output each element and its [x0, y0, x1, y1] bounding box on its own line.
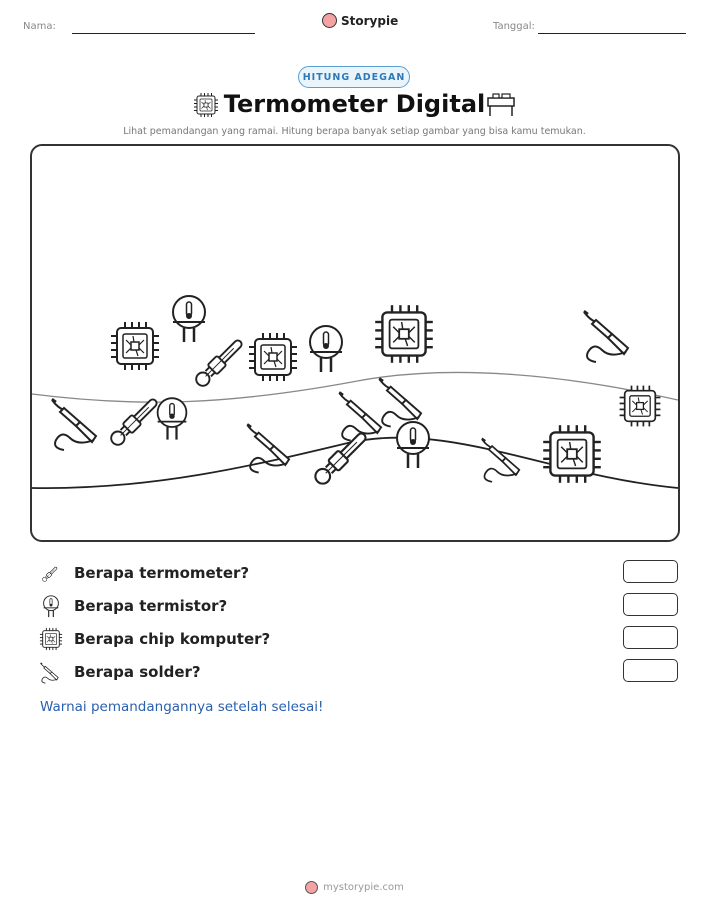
thermistor-icon: [158, 398, 187, 439]
page-title-wrap: [0, 90, 709, 118]
thermistor-icon: [173, 296, 205, 342]
thermometer-icon: [193, 337, 245, 389]
answer-box-solder[interactable]: [623, 659, 678, 682]
thermometer-icon: [312, 429, 369, 486]
soldering-iron-icon: [584, 311, 628, 362]
question-text: Berapa termistor?: [74, 597, 228, 615]
question-text: Berapa chip komputer?: [74, 630, 271, 648]
chip-icon: [192, 92, 220, 118]
site-url[interactable]: mystorypie.com: [323, 882, 404, 893]
page-title: Termometer Digital: [223, 90, 486, 118]
workbench-icon: [486, 92, 516, 118]
question-row-solder: [38, 660, 678, 684]
counting-scene[interactable]: [30, 144, 680, 542]
question-text: Berapa solder?: [74, 663, 201, 681]
brand-logo: [322, 13, 398, 28]
question-text: Berapa termometer?: [74, 564, 250, 582]
date-label: Tanggal:: [493, 21, 535, 32]
name-label: Nama:: [23, 21, 56, 32]
answer-box-thermometer[interactable]: [623, 560, 678, 583]
soldering-iron-icon: [38, 660, 64, 684]
pig-icon: [322, 13, 337, 28]
answer-box-thermistor[interactable]: [623, 593, 678, 616]
date-line[interactable]: [538, 33, 686, 34]
coloring-note: Warnai pemandangannya setelah selesai!: [40, 699, 324, 715]
chip-icon: [249, 333, 297, 381]
chip-icon: [375, 305, 433, 363]
site-footer: [0, 881, 709, 894]
thermistor-icon: [397, 422, 429, 468]
chip-icon: [111, 322, 159, 370]
thermistor-icon: [38, 594, 64, 618]
question-row-thermistor: [38, 594, 678, 618]
instructions: Lihat pemandangan yang ramai. Hitung berapa banyak setiap gambar yang bisa kamu temukan.: [123, 126, 586, 137]
thermometer-icon: [108, 396, 160, 448]
answer-box-chip[interactable]: [623, 626, 678, 649]
soldering-iron-icon: [247, 424, 289, 472]
question-row-chip: [38, 627, 678, 651]
soldering-iron-icon: [379, 378, 421, 426]
chip-icon: [38, 627, 64, 651]
pig-icon: [305, 881, 318, 894]
brand-name: Storypie: [341, 13, 399, 28]
chip-icon: [620, 386, 661, 427]
name-line[interactable]: [72, 33, 255, 34]
soldering-iron-icon: [482, 438, 519, 481]
activity-badge: HITUNG ADEGAN: [298, 66, 410, 88]
soldering-iron-icon: [52, 399, 96, 450]
thermometer-icon: [38, 561, 64, 585]
chip-icon: [543, 425, 601, 483]
question-row-thermometer: [38, 561, 678, 585]
thermistor-icon: [310, 326, 342, 372]
scene-illustration: [32, 146, 678, 540]
